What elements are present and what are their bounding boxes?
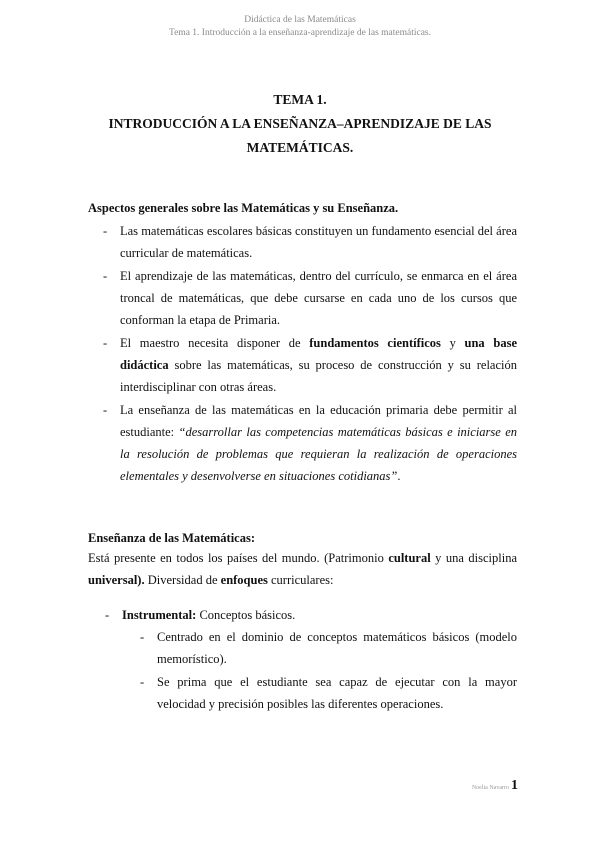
paragraph-text: Diversidad de [144,573,221,587]
list-item-text: y [440,336,465,350]
paragraph-text: curriculares: [267,573,334,587]
list-item-text: Conceptos básicos. [196,608,296,622]
aspectos-list [103,220,517,488]
paragraph-text: y una disciplina [430,551,517,565]
header-course-title: Didáctica de las Matemáticas [244,15,356,25]
bullet-dash: - [103,224,108,238]
paragraph-text: Está presente en todos los países del mundo. (Patrimonio [88,551,389,565]
italic-quote: “desarrollar las competencias matemáticas básicas e iniciarse en la resolución de problemas que requieran la realización de operaciones elementales y desenvolverse en situaciones cotidianas” [120,425,517,483]
page-footer [400,777,518,797]
list-item-text: Las matemáticas escolares básicas constituyen un fundamento esencial del área curricular de matemáticas. [120,224,517,260]
enfoque-label: Instrumental: [122,608,197,622]
section-heading-ensenanza: Enseñanza de las Matemáticas: [88,531,255,545]
bold-word: cultural [388,551,431,565]
list-item-text: Centrado en el dominio de conceptos matemáticos básicos (modelo memorístico). [157,630,517,666]
list-item-text: El maestro necesita disponer de [120,336,310,350]
bold-word: universal). [88,573,145,587]
header-topic-title: Tema 1. Introducción a la enseñanza-aprendizaje de las matemáticas. [168,28,432,38]
list-item-text: sobre las matemáticas, su proceso de construcción y su relación interdisciplinar con otras áreas. [120,358,517,394]
list-item-text: El aprendizaje de las matemáticas, dentro del currículo, se enmarca en el área troncal de matemáticas, que debe cursarse en cada uno de los cursos que conforman la etapa de Primaria. [120,269,517,327]
list-item [103,220,517,264]
document-title [0,88,600,160]
list-item [103,399,517,487]
list-item [140,671,517,715]
bullet-dash: - [103,269,108,283]
title-line-2: INTRODUCCIÓN A LA ENSEÑANZA–APRENDIZAJE DE LAS [108,116,492,131]
title-line-3: MATEMÁTICAS. [246,140,354,155]
list-item [103,265,517,331]
list-item-text: . [397,469,401,483]
list-item [105,604,517,626]
bullet-dash: - [103,336,108,350]
title-line-1: TEMA 1. [273,92,327,107]
bold-phrase: fundamentos científicos [309,336,441,350]
running-header [0,14,600,40]
bold-word: enfoques [220,573,268,587]
bullet-dash: - [103,403,108,417]
bullet-dash: - [140,630,145,644]
list-item-text: La enseñanza de las matemáticas en la educación primaria debe permitir al estudiante: [120,403,517,439]
list-item-text: Se prima que el estudiante sea capaz de ejecutar con la mayor velocidad y precisión posibles las diferentes operaciones. [157,675,517,711]
instrumental-sublist [140,626,517,716]
page-number: 1 [511,778,518,793]
bullet-dash: - [105,608,110,622]
enfoques-list [105,604,517,627]
bold-phrase: una base didáctica [120,336,517,372]
section-heading-aspectos: Aspectos generales sobre las Matemáticas y su Enseñanza. [88,201,399,215]
bullet-dash: - [140,675,145,689]
ensenanza-paragraph [88,547,517,591]
list-item [140,626,517,670]
footer-author: Noelia Navarro [471,785,509,791]
list-item [103,332,517,398]
